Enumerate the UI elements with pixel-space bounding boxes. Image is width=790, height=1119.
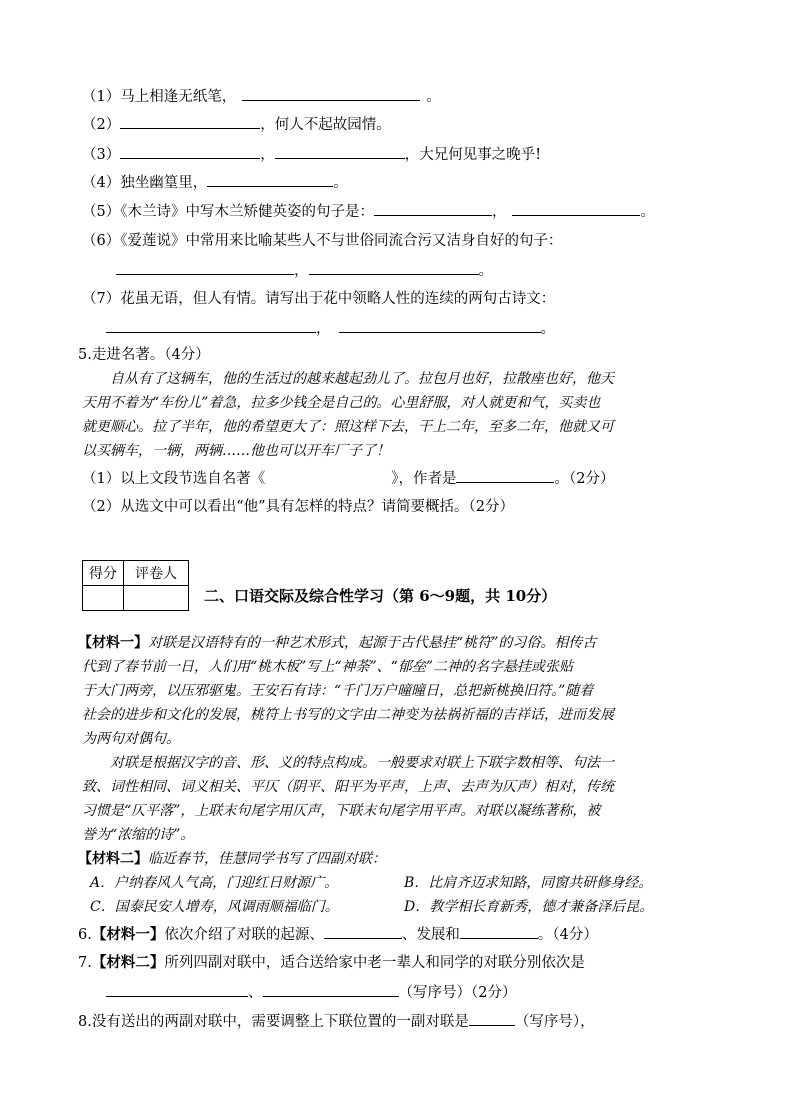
answer-blank[interactable] bbox=[275, 144, 405, 159]
material-1-line: 为两句对偶句。 bbox=[82, 731, 180, 747]
q7-end: 。 bbox=[540, 321, 555, 337]
q4-end: 。 bbox=[333, 175, 348, 191]
passage-line: 自从有了这辆车，他的生活过的越来越起劲儿了。拉包月也好，拉散座也好，他天 bbox=[110, 371, 614, 387]
score-header: 得分 bbox=[83, 561, 124, 586]
grader-header: 评卷人 bbox=[124, 561, 189, 586]
question-7-poem bbox=[82, 289, 555, 309]
q5-sub1-b: 》，作者是 bbox=[391, 471, 457, 487]
q5-title: 5.走进名著。（4分） bbox=[78, 347, 210, 363]
material-1-line: 致、词性相同、词义相关、平仄（阴平、阳平为平声，上声、去声为仄声）相对，传统 bbox=[82, 779, 614, 795]
question-8 bbox=[78, 1011, 595, 1032]
question-7 bbox=[78, 953, 585, 973]
answer-blank[interactable] bbox=[339, 318, 541, 333]
q6-label: 【材料一】 bbox=[91, 926, 165, 943]
answer-blank[interactable] bbox=[324, 924, 402, 939]
answer-blank[interactable] bbox=[120, 114, 260, 129]
question-6-answer bbox=[116, 260, 493, 281]
material-2-label: 【材料二】 bbox=[78, 851, 148, 867]
q4-text: （4）独坐幽篁里， bbox=[82, 175, 208, 191]
q5-sub1-a: （1）以上文段节选自名著《 bbox=[82, 471, 266, 487]
q6-text: 依次介绍了对联的起源、 bbox=[164, 927, 324, 943]
question-6 bbox=[78, 924, 598, 945]
question-7-answer bbox=[106, 318, 555, 339]
grader-cell[interactable] bbox=[124, 586, 189, 611]
q5-sub1-c: 。（2分） bbox=[554, 471, 615, 487]
q3-text: ，大兄何见事之晚乎! bbox=[404, 147, 542, 163]
answer-blank[interactable] bbox=[106, 982, 248, 997]
answer-blank[interactable] bbox=[374, 201, 492, 216]
answer-blank[interactable] bbox=[116, 260, 294, 275]
material-1-line: 对联是根据汉字的音、形、义的特点构成。一般要求对联上下联字数相等、句法一 bbox=[110, 755, 614, 771]
material-2-intro bbox=[78, 849, 386, 869]
q2-text: ，何人不起故园情。 bbox=[260, 117, 391, 133]
answer-blank[interactable] bbox=[263, 982, 399, 997]
q6-text: （6）《爱莲说》中常用来比喻某些人不与世俗同流合污又洁身自好的句子： bbox=[82, 233, 563, 249]
score-cell[interactable] bbox=[83, 586, 124, 611]
q5-end: 。 bbox=[640, 204, 655, 220]
material-1-text: 对联是汉语特有的一种艺术形式，起源于古代悬挂“桃符”的习俗。相传古 bbox=[148, 635, 597, 651]
material-1-label: 【材料一】 bbox=[78, 635, 148, 651]
q5-sub1 bbox=[82, 468, 614, 489]
material-1-line: 社会的进步和文化的发展，桃符上书写的文字由二神变为祛祸祈福的吉祥话，进而发展 bbox=[82, 707, 614, 723]
q6-mid: ， bbox=[294, 263, 309, 279]
question-4 bbox=[82, 172, 348, 193]
question-1 bbox=[82, 86, 441, 107]
answer-blank[interactable] bbox=[309, 260, 479, 275]
q7-end: （写序号）（2分） bbox=[398, 985, 517, 1001]
material-1-line: 誉为“浓缩的诗”。 bbox=[82, 827, 195, 843]
material-2-intro-text: 临近春节，佳慧同学书写了四副对联： bbox=[148, 851, 386, 867]
question-6-poem bbox=[82, 231, 562, 251]
material-1-line: 习惯是“仄平落”，上联末句尾字用仄声，下联末句尾字用平声。对联以凝练著称，被 bbox=[82, 803, 601, 819]
q1-end: 。 bbox=[426, 89, 441, 105]
passage-line: 以买辆车，一辆，两辆……他也可以开车厂子了！ bbox=[82, 443, 390, 459]
q6-number: 6. bbox=[78, 927, 92, 943]
q7-text: （7）花虽无语，但人有情。请写出于花中领略人性的连续的两句古诗文： bbox=[82, 291, 556, 307]
q3-label: （3） bbox=[82, 147, 121, 163]
question-2 bbox=[82, 114, 391, 135]
material-1-line: 于大门两旁，以压邪驱鬼。王安石有诗：“千门万户曈曈日，总把新桃换旧符。”随着 bbox=[82, 683, 594, 699]
q7-mid: ， bbox=[316, 321, 331, 337]
q6-end: 。（4分） bbox=[537, 927, 598, 943]
q8-text: 8.没有送出的两副对联中，需要调整上下联位置的一副对联是 bbox=[78, 1014, 469, 1030]
couplet-a: A．户纳春风人气高，门迎红日财源广。 bbox=[90, 875, 339, 891]
q7-mid: 、 bbox=[248, 985, 263, 1001]
q5-mid: ， bbox=[491, 204, 507, 220]
answer-blank[interactable] bbox=[120, 144, 260, 159]
q7-number: 7. bbox=[78, 955, 92, 971]
section-2-title: 二、口语交际及综合性学习（第 6～9题，共 10分） bbox=[204, 587, 557, 605]
material-1-line: 代到了春节前一日，人们用“桃木板”写上“神荼”、“郁垒”二神的名字悬挂或张贴 bbox=[82, 659, 573, 675]
q7-text: 所列四副对联中，适合送给家中老一辈人和同学的对联分别依次是 bbox=[164, 955, 585, 971]
couplet-d: D．教学相长育新秀，德才兼备泽后昆。 bbox=[404, 899, 654, 915]
answer-blank[interactable] bbox=[456, 468, 554, 483]
score-table bbox=[82, 560, 189, 611]
q3-mid: ， bbox=[260, 147, 275, 163]
answer-blank[interactable] bbox=[242, 86, 420, 101]
q5-text: （5）《木兰诗》中写木兰矫健英姿的句子是： bbox=[82, 204, 374, 220]
answer-blank[interactable] bbox=[469, 1011, 515, 1026]
answer-blank[interactable] bbox=[512, 201, 640, 216]
question-5-poem bbox=[82, 201, 655, 222]
q8-end: （写序号）， bbox=[514, 1014, 595, 1030]
q5-sub2: （2）从选文中可以看出“他”具有怎样的特点？请简要概括。（2分） bbox=[82, 499, 515, 515]
material-1-line bbox=[78, 633, 596, 653]
question-3 bbox=[82, 144, 541, 165]
passage-line: 天用不着为“车份儿”着急，拉多少钱全是自己的。心里舒服，对人就更和气，买卖也 bbox=[82, 395, 601, 411]
q6-mid: 、发展和 bbox=[401, 927, 460, 943]
answer-blank[interactable] bbox=[106, 318, 316, 333]
q1-text: （1）马上相逢无纸笔， bbox=[82, 89, 237, 105]
answer-blank[interactable] bbox=[460, 924, 538, 939]
answer-blank[interactable] bbox=[207, 172, 333, 187]
couplet-c: C．国泰民安人增寿，风调雨顺福临门。 bbox=[90, 899, 339, 915]
q7-label: 【材料二】 bbox=[91, 954, 165, 971]
couplet-b: B．比肩齐迈求知路，同窗共研修身经。 bbox=[404, 875, 653, 891]
passage-line: 就更顺心。拉了半年，他的希望更大了：照这样下去，干上二年，至多二年，他就又可 bbox=[82, 419, 614, 435]
q6-end: 。 bbox=[478, 263, 493, 279]
question-7-answer-line bbox=[106, 982, 516, 1003]
q2-label: （2） bbox=[82, 117, 121, 133]
